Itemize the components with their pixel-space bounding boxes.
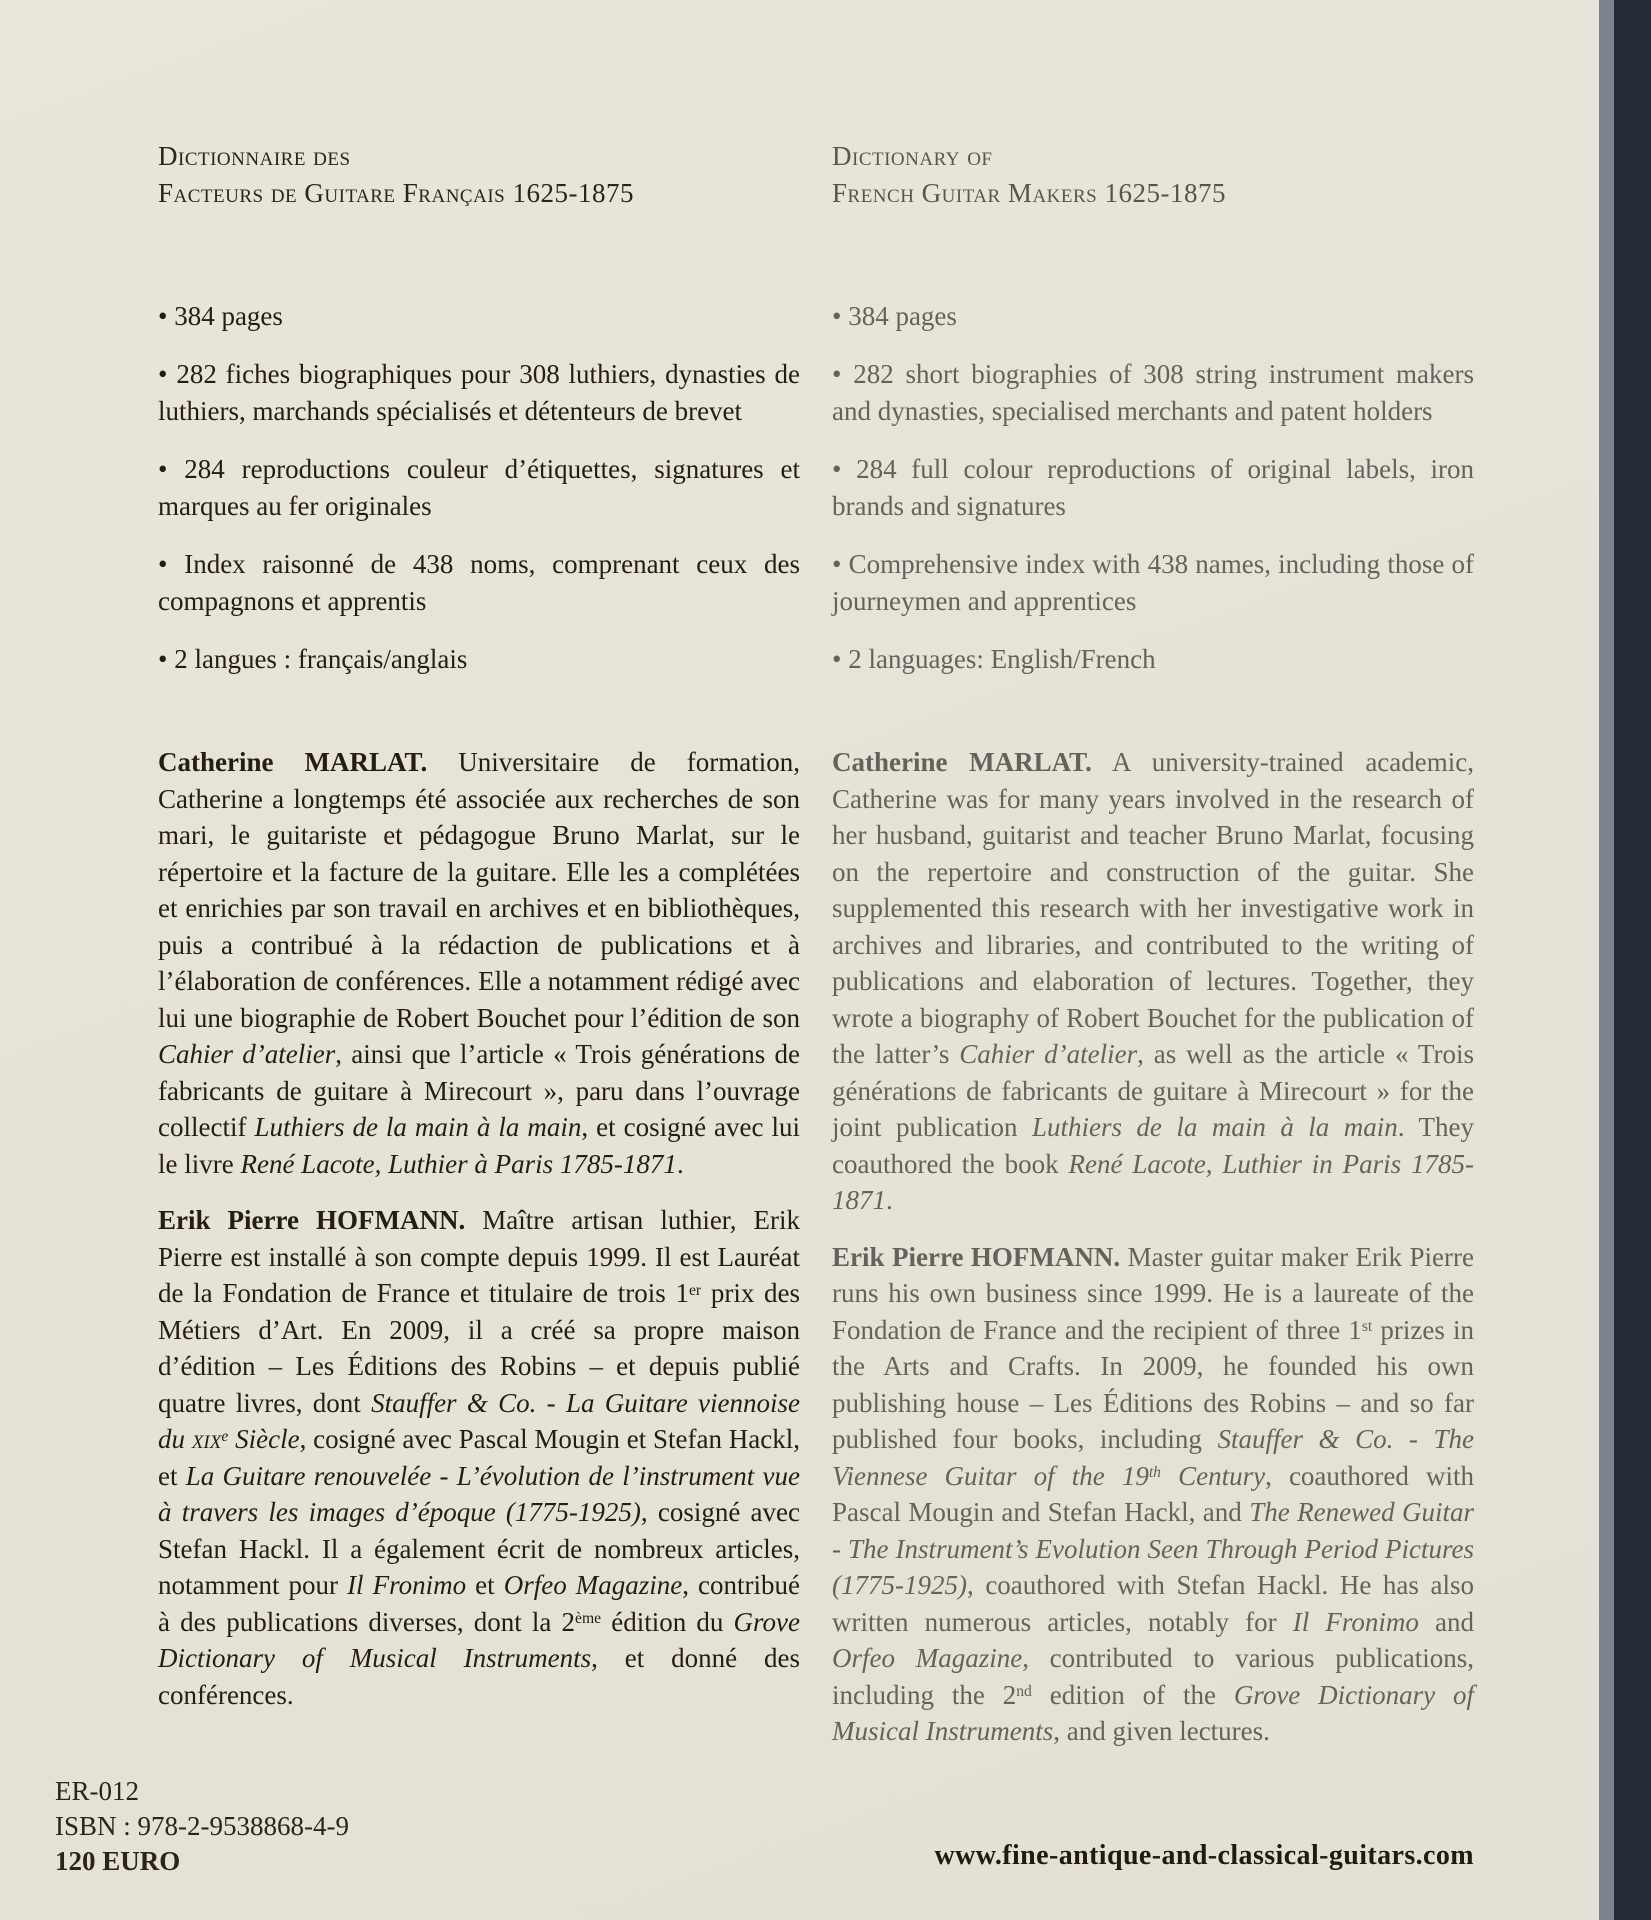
column-english <box>832 138 1474 1770</box>
column-french <box>158 138 800 1733</box>
book-title-french <box>158 138 800 212</box>
bullet-item: • 284 full colour reproductions of original labels, iron brands and signatures <box>832 454 1474 521</box>
website-url: www.fine-antique-and-classical-guitars.com <box>934 1840 1474 1871</box>
bullet-list-english <box>832 298 1474 678</box>
bullet-item: • 384 pages <box>158 301 283 331</box>
bullet-item: • 284 reproductions couleur d’étiquettes, signatures et marques au fer originales <box>158 454 800 521</box>
bio-paragraph-hofmann-en: Erik Pierre HOFMANN. Master guitar maker Erik Pierre runs his own business since 1999. He is a laureate of the Fondation de France and the recipient of three 1st prizes in the Arts and Crafts. In 2009, he founded his own publishing house – Les Éditions des Robins – and so far published four books, including Stauffer & Co. - The Viennese Guitar of the 19th Century, coauthored with Pascal Mougin and Stefan Hackl, and The Renewed Guitar - The Instrument’s Evolution Seen Through Period Pictures (1775-1925), coauthored with Stefan Hackl. He has also written numerous articles, notably for Il Fronimo and Orfeo Magazine, contributed to various publications, including the 2nd edition of the Grove Dictionary of Musical Instruments, and given lectures. <box>832 1241 1474 1746</box>
book-title-english <box>832 138 1474 212</box>
bullet-item: • 282 fiches biographiques pour 308 luthiers, dynasties de luthiers, marchands spécialisés et détenteurs de brevet <box>158 359 800 426</box>
bullet-item: • Index raisonné de 438 noms, comprenant ceux des compagnons et apprentis <box>158 549 800 616</box>
bullet-item: • 2 languages: English/French <box>832 644 1156 674</box>
bullet-item: • 384 pages <box>832 301 957 331</box>
title-line-2: French Guitar Makers 1625-1875 <box>832 178 1226 208</box>
price: 120 EURO <box>55 1846 181 1876</box>
bullet-item: • 282 short biographies of 308 string instrument makers and dynasties, specialised merchants and patent holders <box>832 359 1474 426</box>
bio-paragraph-marlat-en: Catherine MARLAT. A university-trained academic, Catherine was for many years involved in the research of her husband, guitarist and teacher Bruno Marlat, focusing on the repertoire and construction of the guitar. She supplemented this research with her investigative work in archives and libraries, and contributed to the writing of publications and elaboration of lectures. Together, they wrote a biography of Robert Bouchet for the publication of the latter’s Cahier d’atelier, as well as the article « Trois générations de fabricants de guitare à Mirecourt » for the joint publication Luthiers de la main à la main. They coauthored the book René Lacote, Luthier in Paris 1785-1871. <box>832 747 1474 1215</box>
bios-english <box>832 744 1474 1750</box>
bullet-list-french <box>158 298 800 678</box>
book-page-edge <box>1599 0 1614 1920</box>
footer-left-block <box>55 1774 349 1879</box>
bio-paragraph-marlat-fr: Catherine MARLAT. Universitaire de formation, Catherine a longtemps été associée aux recherches de son mari, le guitariste et pédagogue Bruno Marlat, sur le répertoire et la facture de la guitare. Elle les a complétées et enrichies par son travail en archives et en bibliothèques, puis a contribué à la rédaction de publications et à l’élaboration de conférences. Elle a notamment rédigé avec lui une biographie de Robert Bouchet pour l’édition de son Cahier d’atelier, ainsi que l’article « Trois générations de fabricants de guitare à Mirecourt », paru dans l’ouvrage collectif Luthiers de la main à la main, et cosigné avec lui le livre René Lacote, Luthier à Paris 1785-1871. <box>158 747 800 1179</box>
bullet-item: • 2 langues : français/anglais <box>158 644 468 674</box>
bio-paragraph-hofmann-fr: Erik Pierre HOFMANN. Maître artisan luthier, Erik Pierre est installé à son compte depuis 1999. Il est Lauréat de la Fondation de France et titulaire de trois 1er prix des Métiers d’Art. En 2009, il a créé sa propre maison d’édition – Les Éditions des Robins – et depuis publié quatre livres, dont Stauffer & Co. - La Guitare viennoise du xix$^e$ Siècle, cosigné avec Pascal Mougin et Stefan Hackl, et La Guitare renouvelée - L’évolution de l’instrument vue à travers les images d’époque (1775-1925), cosigné avec Stefan Hackl. Il a également écrit de nombreux articles, notamment pour Il Fronimo et Orfeo Magazine, contribué à des publications diverses, dont la 2ème édition du Grove Dictionary of Musical Instruments, et donné des conférences. <box>158 1205 801 1710</box>
bios-french <box>158 744 800 1713</box>
title-line-2: Facteurs de Guitare Français 1625-1875 <box>158 178 634 208</box>
title-line-1: Dictionnaire des <box>158 141 351 171</box>
background-dark-band <box>1614 0 1651 1920</box>
catalogue-reference: ER-012 <box>55 1776 139 1806</box>
bullet-item: • Comprehensive index with 438 names, including those of journeymen and apprentices <box>832 549 1474 616</box>
isbn: ISBN : 978-2-9538868-4-9 <box>55 1811 349 1841</box>
title-line-1: Dictionary of <box>832 141 993 171</box>
